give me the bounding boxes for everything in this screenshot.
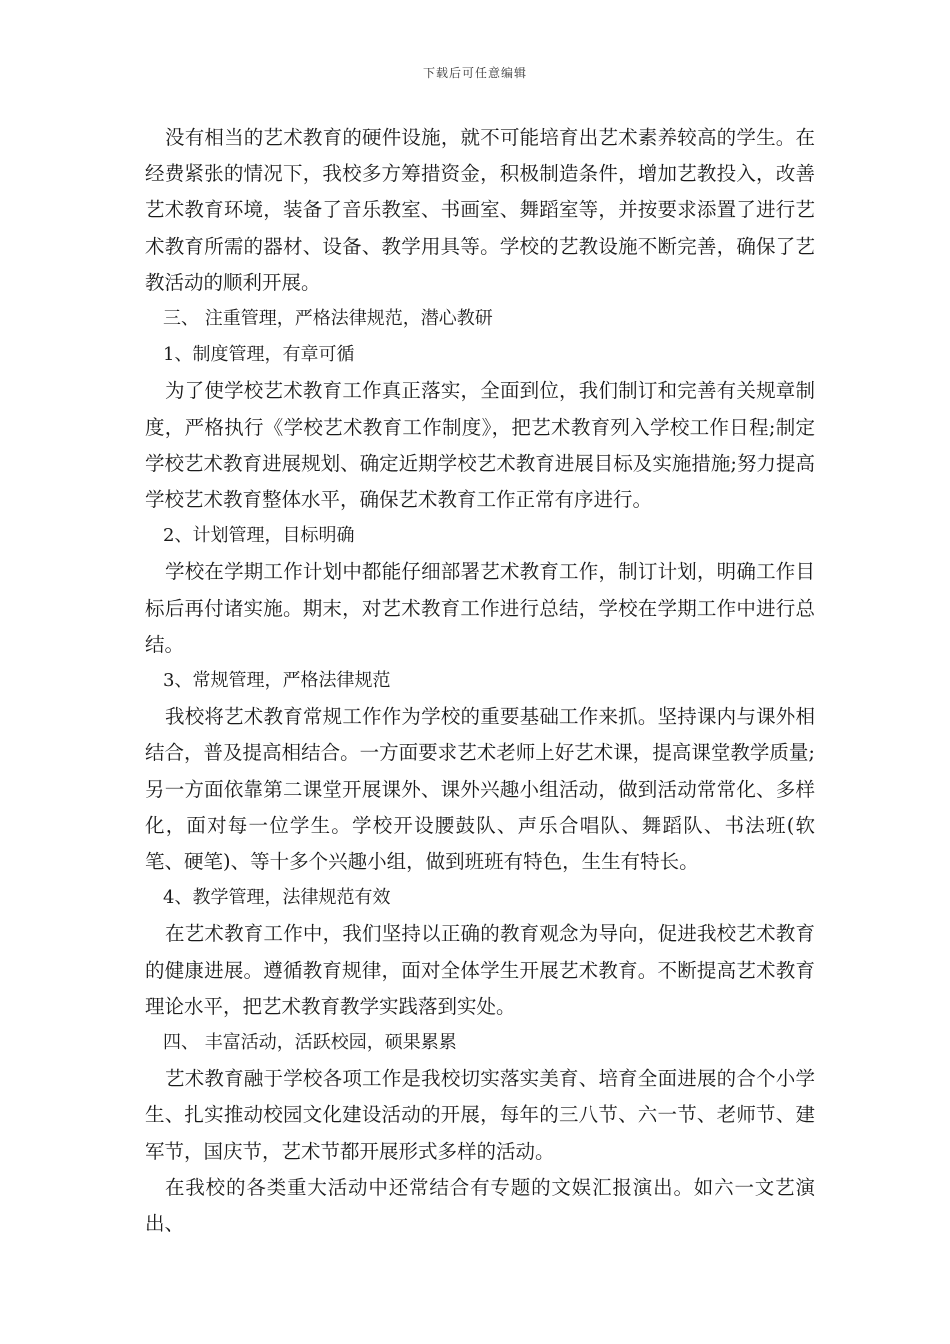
paragraph-system-management: 为了使学校艺术教育工作真正落实，全面到位，我们制订和完善有关规章制度，严格执行《学校艺术教育工作制度》，把艺术教育列入学校工作日程;制定学校艺术教育进展规划、确定近期学校艺术教育进展目标及实施措施;努力提高学校艺术教育整体水平，确保艺术教育工作正常有序进行。 (145, 379, 815, 512)
page-header: 下载后可任意编辑 (422, 66, 527, 80)
paragraph-facilities: 没有相当的艺术教育的硬件设施，就不可能培育出艺术素养较高的学生。在经费紧张的情况下，我校多方筹措资金，积极制造条件，增加艺教投入，改善艺术教育环境，装备了音乐教室、书画室、舞蹈室等，并按要求添置了进行艺术教育所需的器材、设备、教学用具等。学校的艺教设施不断完善，确保了艺教活动的顺利开展。 (145, 126, 815, 294)
subheading-system-management: 1、制度管理，有章可循 (163, 344, 355, 366)
document-body (145, 120, 815, 1242)
subheading-teaching-management: 4、教学管理，法律规范有效 (163, 887, 391, 909)
subheading-plan-management: 2、计划管理，目标明确 (163, 525, 355, 547)
paragraph-plan-management: 学校在学期工作计划中都能仔细部署艺术教育工作，制订计划，明确工作目标后再付诸实施。期末，对艺术教育工作进行总结，学校在学期工作中进行总结。 (145, 560, 815, 656)
section-heading-4: 四、 丰富活动，活跃校园，硕果累累 (163, 1032, 457, 1054)
paragraph-teaching-management: 在艺术教育工作中，我们坚持以正确的教育观念为导向，促进我校艺术教育的健康进展。遵循教育规律，面对全体学生开展艺术教育。不断提高艺术教育理论水平，把艺术教育教学实践落到实处。 (145, 922, 815, 1018)
paragraph-activities: 艺术教育融于学校各项工作是我校切实落实美育、培育全面进展的合个小学生、扎实推动校园文化建设活动的开展，每年的三八节、六一节、老师节、建军节，国庆节，艺术节都开展形式多样的活动。 (145, 1067, 815, 1163)
section-heading-3: 三、 注重管理，严格法律规范，潜心教研 (163, 308, 493, 330)
subheading-routine-management: 3、常规管理，严格法律规范 (163, 670, 391, 692)
paragraph-performances: 在我校的各类重大活动中还常结合有专题的文娱汇报演出。如六一文艺演出、 (145, 1175, 815, 1236)
paragraph-routine-management: 我校将艺术教育常规工作作为学校的重要基础工作来抓。坚持课内与课外相结合，普及提高相结合。一方面要求艺术老师上好艺术课，提高课堂教学质量;另一方面依靠第二课堂开展课外、课外兴趣小组活动，做到活动常常化、多样化，面对每一位学生。学校开设腰鼓队、声乐合唱队、舞蹈队、书法班(软笔、硬笔)、等十多个兴趣小组，做到班班有特色，生生有特长。 (145, 705, 815, 874)
